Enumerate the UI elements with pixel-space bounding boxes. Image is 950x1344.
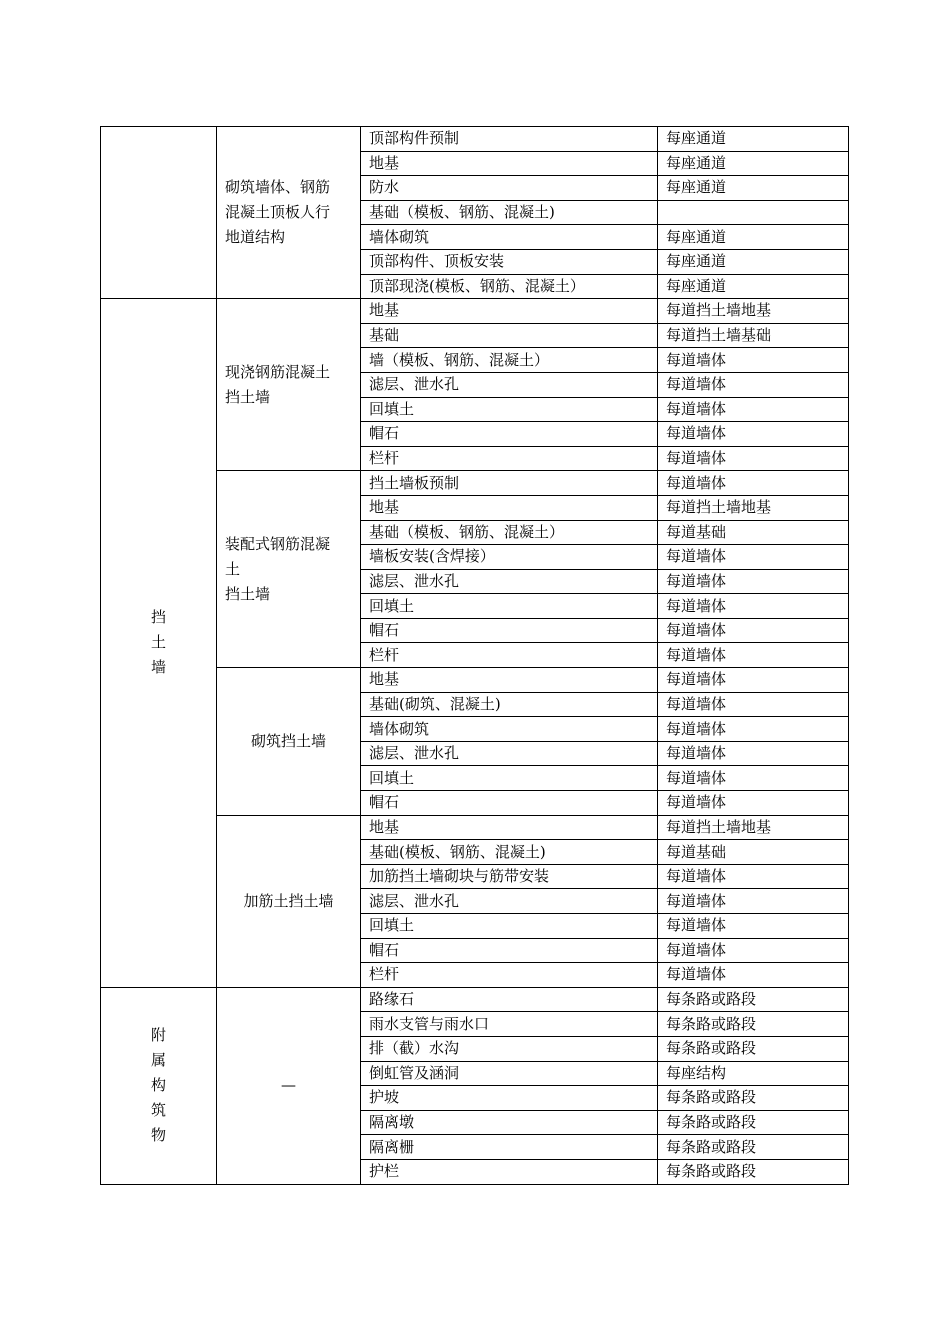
inspection-lot-cell: 倒虹管及涵洞 [361,1061,658,1086]
inspection-lot-cell: 栏杆 [361,963,658,988]
division-unit-cell: 每道墙体 [658,397,849,422]
subitem-name-line: 现浇钢筋混凝土 [225,362,331,381]
division-unit-cell: 每道墙体 [658,766,849,791]
subitem-name-line: 混凝土顶板人行 [225,203,331,222]
division-unit-cell: 每道墙体 [658,569,849,594]
inspection-lot-cell: 地基 [361,668,658,693]
category-char: 墙 [150,658,166,677]
table-body [101,127,849,1185]
division-unit-cell: 每道挡土墙地基 [658,299,849,324]
division-unit-cell: 每道墙体 [658,545,849,570]
inspection-lot-cell: 顶部现浇(模板、钢筋、混凝土） [361,274,658,299]
category-char: 挡 [150,608,166,627]
inspection-lot-cell: 基础(模板、钢筋、混凝土) [361,840,658,865]
division-unit-cell: 每道墙体 [658,914,849,939]
inspection-lot-cell: 回填土 [361,766,658,791]
category-char: 构 [150,1076,166,1095]
inspection-lot-cell: 隔离墩 [361,1110,658,1135]
inspection-lot-cell: 地基 [361,299,658,324]
inspection-lot-cell: 挡土墙板预制 [361,471,658,496]
division-unit-cell: 每道墙体 [658,348,849,373]
category-cell [101,987,217,1184]
division-unit-cell: 每道墙体 [658,668,849,693]
subitem-cell [217,299,361,471]
division-unit-cell: 每道墙体 [658,446,849,471]
category-label [151,1023,167,1148]
subitem-name-line: 土 [225,559,241,578]
inspection-lot-cell: 顶部构件预制 [361,127,658,152]
division-unit-cell: 每条路或路段 [658,1110,849,1135]
division-unit-cell: 每道墙体 [658,618,849,643]
inspection-lot-cell: 墙体砌筑 [361,225,658,250]
inspection-lot-cell: 滤层、泄水孔 [361,741,658,766]
subitem-name-line: 挡土墙 [225,584,271,603]
division-unit-cell: 每道墙体 [658,594,849,619]
division-unit-cell: 每道墙体 [658,692,849,717]
subitem-name-line: 挡土墙 [225,387,271,406]
inspection-lot-cell: 基础（模板、钢筋、混凝土) [361,200,658,225]
inspection-lot-cell: 护坡 [361,1086,658,1111]
inspection-lot-cell: 防水 [361,176,658,201]
category-char: 附 [150,1026,166,1045]
division-unit-cell: 每道墙体 [658,938,849,963]
division-unit-cell: 每座通道 [658,225,849,250]
category-label [151,605,167,680]
inspection-lot-cell: 滤层、泄水孔 [361,372,658,397]
subitem-cell [217,815,361,987]
division-unit-cell: 每道墙体 [658,963,849,988]
division-unit-cell: 每座通道 [658,249,849,274]
category-cell [101,299,217,988]
inspection-lot-cell: 护栏 [361,1159,658,1184]
inspection-lot-cell: 基础 [361,323,658,348]
inspection-lot-cell: 栏杆 [361,446,658,471]
inspection-lot-cell: 基础(砌筑、混凝土) [361,692,658,717]
inspection-lot-cell: 滤层、泄水孔 [361,569,658,594]
category-char: 属 [150,1051,166,1070]
division-unit-cell: 每条路或路段 [658,987,849,1012]
inspection-lot-cell: 地基 [361,151,658,176]
category-char: 土 [150,633,166,652]
division-unit-cell: 每座结构 [658,1061,849,1086]
inspection-lot-cell: 顶部构件、顶板安装 [361,249,658,274]
division-unit-cell: 每道墙体 [658,889,849,914]
division-unit-cell: 每道墙体 [658,643,849,668]
inspection-lot-cell: 帽石 [361,422,658,447]
inspection-lot-cell: 帽石 [361,618,658,643]
inspection-lot-table [100,126,849,1185]
subitem-name: 砌筑挡土墙 [250,731,326,750]
division-unit-cell: 每道基础 [658,840,849,865]
division-unit-cell [658,200,849,225]
division-unit-cell: 每道墙体 [658,717,849,742]
subitem-name: — [281,1076,296,1095]
inspection-lot-cell: 帽石 [361,938,658,963]
division-unit-cell: 每座通道 [658,176,849,201]
inspection-lot-cell: 地基 [361,815,658,840]
subitem-name-line: 装配式钢筋混凝 [225,534,331,553]
division-unit-cell: 每座通道 [658,151,849,176]
subitem-name: 加筋土挡土墙 [243,891,334,910]
table-row [101,299,849,324]
table-row [101,987,849,1012]
inspection-lot-cell: 路缘石 [361,987,658,1012]
inspection-lot-cell: 基础（模板、钢筋、混凝土） [361,520,658,545]
inspection-lot-cell: 加筋挡土墙砌块与筋带安装 [361,864,658,889]
division-unit-cell: 每座通道 [658,127,849,152]
division-unit-cell: 每道基础 [658,520,849,545]
inspection-lot-cell: 帽石 [361,791,658,816]
division-unit-cell: 每道挡土墙地基 [658,815,849,840]
division-unit-cell: 每道挡土墙基础 [658,323,849,348]
division-unit-cell: 每条路或路段 [658,1012,849,1037]
division-unit-cell: 每道墙体 [658,422,849,447]
subitem-name-line: 地道结构 [225,228,286,247]
division-unit-cell: 每条路或路段 [658,1159,849,1184]
category-char: 物 [150,1126,166,1145]
division-unit-cell: 每道墙体 [658,741,849,766]
division-unit-cell: 每条路或路段 [658,1086,849,1111]
category-char: 筑 [150,1101,166,1120]
division-unit-cell: 每道挡土墙地基 [658,495,849,520]
division-unit-cell: 每道墙体 [658,372,849,397]
division-unit-cell: 每条路或路段 [658,1135,849,1160]
table-row [101,127,849,152]
inspection-lot-cell: 雨水支管与雨水口 [361,1012,658,1037]
division-unit-cell: 每道墙体 [658,791,849,816]
division-unit-cell: 每座通道 [658,274,849,299]
inspection-lot-cell: 墙板安装(含焊接） [361,545,658,570]
category-cell [101,127,217,299]
division-unit-cell: 每道墙体 [658,471,849,496]
division-unit-cell: 每道墙体 [658,864,849,889]
subitem-cell [217,471,361,668]
inspection-lot-cell: 栏杆 [361,643,658,668]
inspection-lot-cell: 回填土 [361,594,658,619]
subitem-name-line: 砌筑墙体、钢筋 [225,178,331,197]
inspection-lot-cell: 地基 [361,495,658,520]
subitem-cell [217,987,361,1184]
inspection-lot-cell: 墙（模板、钢筋、混凝土） [361,348,658,373]
division-unit-cell: 每条路或路段 [658,1036,849,1061]
inspection-lot-cell: 排（截）水沟 [361,1036,658,1061]
subitem-cell [217,668,361,816]
inspection-lot-cell: 滤层、泄水孔 [361,889,658,914]
inspection-lot-cell: 隔离栅 [361,1135,658,1160]
subitem-cell [217,127,361,299]
inspection-lot-cell: 墙体砌筑 [361,717,658,742]
inspection-lot-cell: 回填土 [361,914,658,939]
inspection-lot-cell: 回填土 [361,397,658,422]
